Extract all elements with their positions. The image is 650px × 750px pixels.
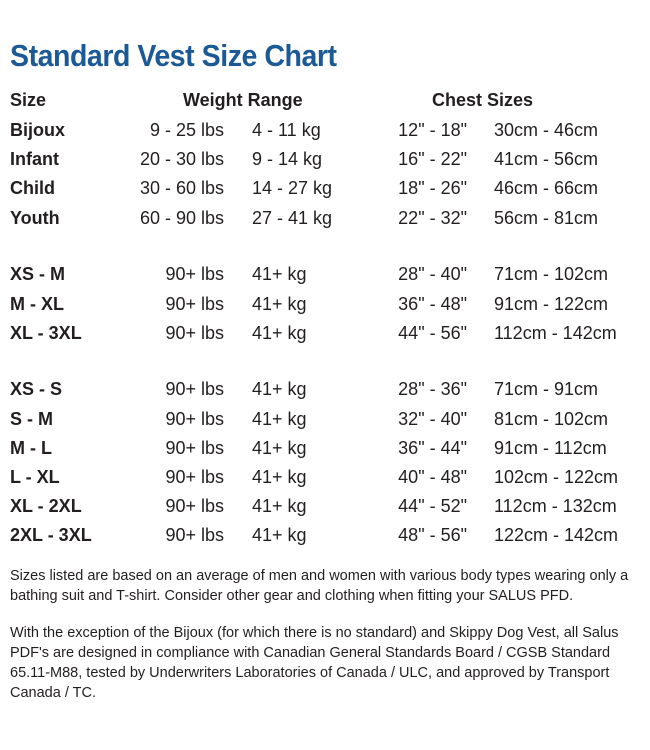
chest-inches-cell: 28" - 36" xyxy=(398,379,467,400)
chest-cm-cell: 91cm - 122cm xyxy=(494,293,609,314)
weight-kg-cell: 41+ kg xyxy=(252,525,307,546)
chest-inches-cell: 22" - 32" xyxy=(398,207,467,228)
weight-kg-cell: 41+ kg xyxy=(252,379,307,400)
chest-inches-cell: 48" - 56" xyxy=(398,525,467,546)
table-row xyxy=(0,323,650,347)
chest-cm-cell: 56cm - 81cm xyxy=(494,207,599,228)
chest-cm-cell: 46cm - 66cm xyxy=(494,178,599,199)
size-cell: L - XL xyxy=(10,467,60,487)
weight-lbs-cell: 90+ lbs xyxy=(165,467,224,487)
weight-kg-cell: 41+ kg xyxy=(252,467,307,487)
size-cell: Youth xyxy=(10,207,60,228)
table-row xyxy=(0,149,650,173)
weight-kg-cell: 27 - 41 kg xyxy=(252,207,333,228)
weight-lbs-cell: 90+ lbs xyxy=(165,525,224,546)
chest-cm-cell: 102cm - 122cm xyxy=(494,467,619,487)
size-cell: Bijoux xyxy=(10,120,66,140)
chest-inches-cell: 36" - 44" xyxy=(398,437,467,458)
chest-cm-cell: 41cm - 56cm xyxy=(494,149,599,170)
chest-inches-cell: 40" - 48" xyxy=(398,467,467,487)
weight-kg-cell: 41+ kg xyxy=(252,496,307,517)
size-cell: XS - M xyxy=(10,264,66,285)
chest-cm-cell: 91cm - 112cm xyxy=(494,437,607,458)
size-cell: Infant xyxy=(10,149,59,170)
weight-lbs-cell: 90+ lbs xyxy=(165,322,224,343)
weight-kg-cell: 41+ kg xyxy=(252,293,307,314)
header-size: Size xyxy=(10,90,47,110)
chest-inches-cell: 36" - 48" xyxy=(398,293,467,314)
weight-kg-cell: 41+ kg xyxy=(252,437,307,458)
compliance-note: With the exception of the Bijoux (for which there is no standard) and Skippy Dog Vest, all Salus PDF's are designed in compliance with Canadian General Standards Board / CGSB Standard 65.11-M88, tested by Underwriters Laboratories of Canada / ULC, and approved by Transport Canada / TC. xyxy=(10,625,619,701)
table-row xyxy=(0,120,650,144)
weight-kg-cell: 4 - 11 kg xyxy=(252,120,321,140)
size-cell: XS - S xyxy=(10,379,63,400)
chest-inches-cell: 28" - 40" xyxy=(398,264,467,285)
size-cell: S - M xyxy=(10,408,53,429)
chest-cm-cell: 71cm - 91cm xyxy=(494,379,599,400)
chest-cm-cell: 112cm - 132cm xyxy=(494,496,617,517)
size-cell: XL - 2XL xyxy=(10,496,82,517)
weight-lbs-cell: 60 - 90 lbs xyxy=(139,207,224,228)
weight-kg-cell: 14 - 27 kg xyxy=(252,178,333,199)
weight-lbs-cell: 90+ lbs xyxy=(165,379,224,400)
table-row xyxy=(0,178,650,202)
table-row xyxy=(0,438,650,462)
table-row xyxy=(0,496,650,520)
size-cell: M - L xyxy=(10,437,52,458)
table-row xyxy=(0,208,650,232)
chest-inches-cell: 44" - 52" xyxy=(398,496,467,517)
chest-inches-cell: 12" - 18" xyxy=(398,120,467,140)
weight-lbs-cell: 90+ lbs xyxy=(165,437,224,458)
weight-lbs-cell: 90+ lbs xyxy=(165,408,224,429)
weight-lbs-cell: 9 - 25 lbs xyxy=(149,120,224,140)
weight-lbs-cell: 90+ lbs xyxy=(165,264,224,285)
header-weight-range: Weight Range xyxy=(183,90,303,110)
weight-kg-cell: 9 - 14 kg xyxy=(252,149,323,170)
chest-inches-cell: 32" - 40" xyxy=(398,408,467,429)
table-row xyxy=(0,525,650,549)
chest-cm-cell: 71cm - 102cm xyxy=(494,264,609,285)
weight-kg-cell: 41+ kg xyxy=(252,408,307,429)
weight-kg-cell: 41+ kg xyxy=(252,264,307,285)
chest-cm-cell: 81cm - 102cm xyxy=(494,408,609,429)
chest-cm-cell: 30cm - 46cm xyxy=(494,120,599,140)
weight-kg-cell: 41+ kg xyxy=(252,322,307,343)
size-cell: M - XL xyxy=(10,293,64,314)
weight-lbs-cell: 20 - 30 lbs xyxy=(139,149,224,170)
table-row xyxy=(0,294,650,318)
chest-cm-cell: 122cm - 142cm xyxy=(494,525,619,546)
size-cell: Child xyxy=(10,178,55,199)
weight-lbs-cell: 30 - 60 lbs xyxy=(139,178,224,199)
table-row xyxy=(0,379,650,403)
chest-inches-cell: 18" - 26" xyxy=(398,178,467,199)
weight-lbs-cell: 90+ lbs xyxy=(165,496,224,517)
table-row xyxy=(0,467,650,491)
table-row xyxy=(0,409,650,433)
table-row xyxy=(0,264,650,288)
chest-inches-cell: 16" - 22" xyxy=(398,149,467,170)
weight-lbs-cell: 90+ lbs xyxy=(165,293,224,314)
chest-inches-cell: 44" - 56" xyxy=(398,322,467,343)
fit-note: Sizes listed are based on an average of men and women with various body types wearing only a bathing suit and T-shirt. Consider other gear and clothing when fitting your SALUS PFD. xyxy=(10,568,629,604)
chest-cm-cell: 112cm - 142cm xyxy=(494,322,617,343)
size-cell: 2XL - 3XL xyxy=(10,525,92,546)
header-chest-sizes: Chest Sizes xyxy=(432,90,534,110)
page-title: Standard Vest Size Chart xyxy=(10,38,337,73)
size-cell: XL - 3XL xyxy=(10,322,82,343)
